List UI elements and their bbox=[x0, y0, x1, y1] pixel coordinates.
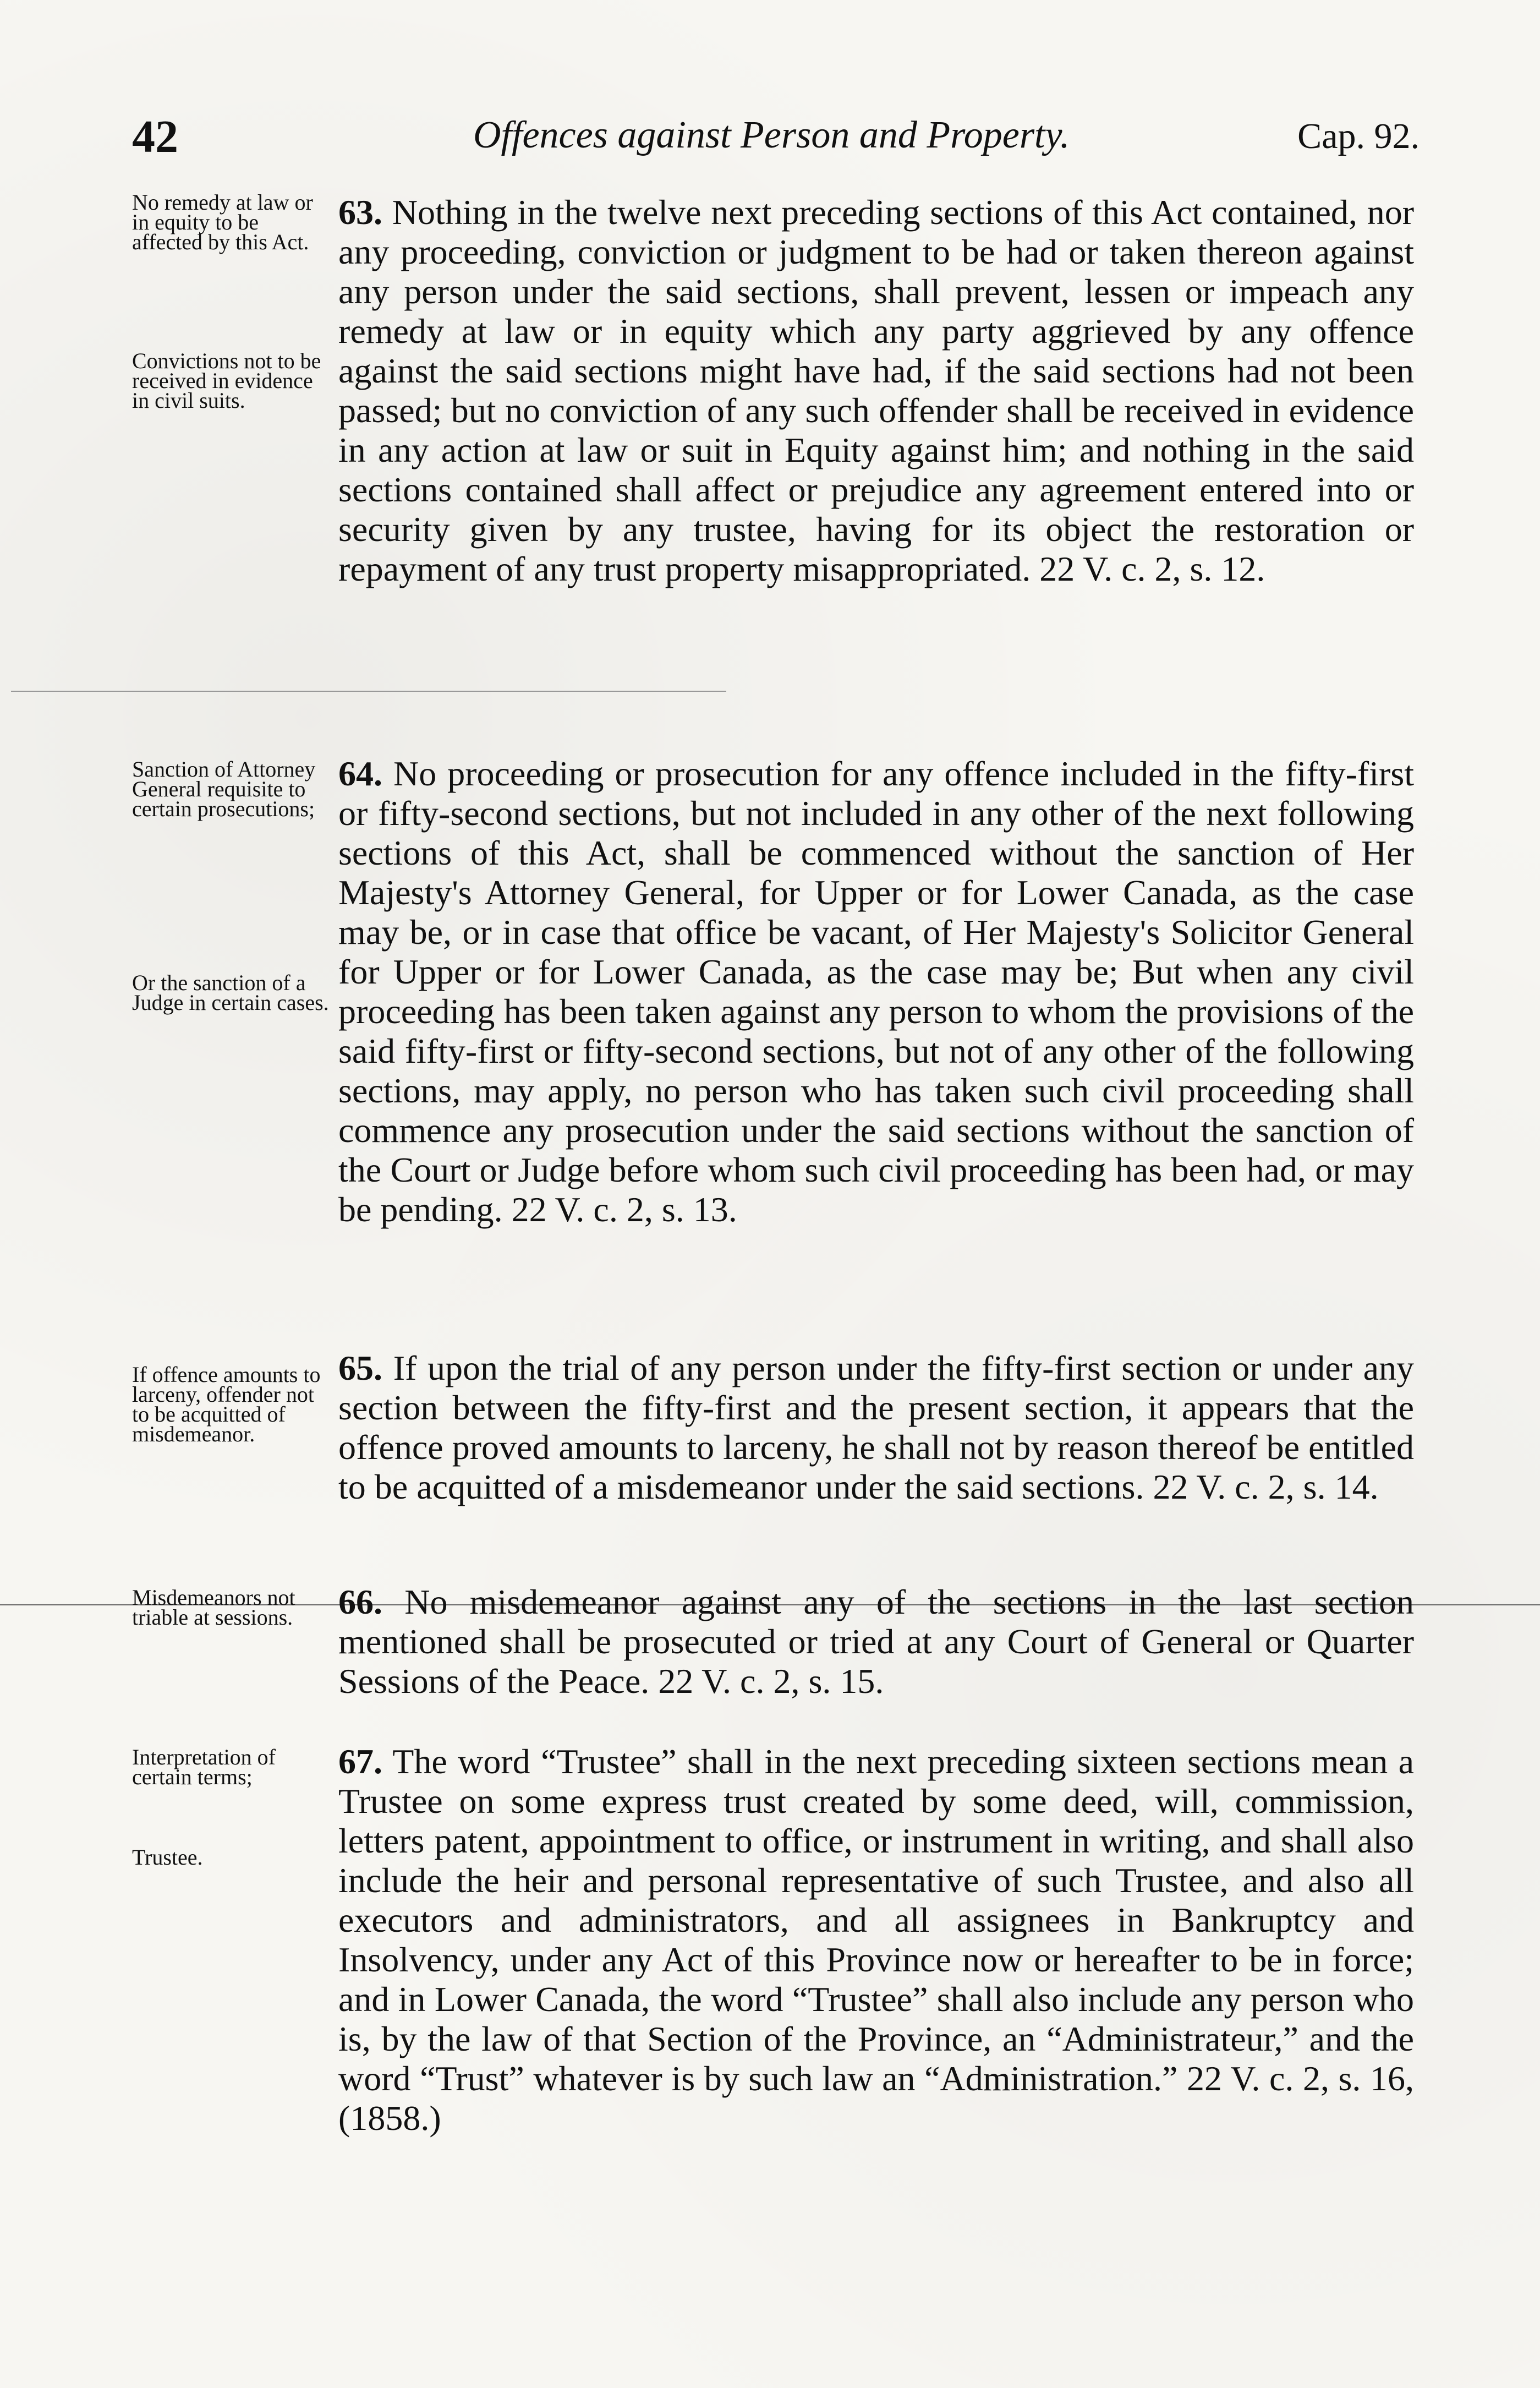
section-number: 67. bbox=[338, 1742, 382, 1781]
page-header bbox=[132, 110, 1420, 171]
section-body bbox=[338, 1582, 1414, 1701]
section-body bbox=[338, 754, 1414, 1229]
section-number: 65. bbox=[338, 1348, 382, 1387]
section-text: The word “Trustee” shall in the next preceding sixteen sections mean a Trustee on some express trust created by some deed, will, commission, letters patent, appointment to office, or instrument in writing, and shall also include the heir and personal representative of such Trustee, and also all executors and administrators, and all assignees in Bankruptcy and Insolvency, under any Act of this Province now or hereafter to be in force; and in Lower Canada, the word “Trustee” shall also include any person who is, by the law of that Section of the Province, an “Administrateur,” and the word “Trust” whatever is by such law an “Administration.” 22 V. c. 2, s. 16, (1858.) bbox=[338, 1742, 1415, 2138]
section-number: 63. bbox=[338, 193, 382, 232]
section-text: Nothing in the twelve next preceding sections of this Act contained, nor any proceeding, conviction or judgment to be had or taken thereon against any person under the said sections, shall prevent, lessen or impeach any remedy at law or in equity which any party aggrieved by any offence against the said sections might have had, if the said sections had not been passed; but no conviction of any such offender shall be received in evidence in any action at law or suit in Equity against him; and nothing in the said sections contained shall affect or prejudice any agreement entered into or security given by any trustee, having for its object the restoration or repayment of any trust property misappropriated. 22 V. c. 2, s. 12. bbox=[338, 193, 1415, 588]
section-text: No misdemeanor against any of the sections in the last section mentioned shall be prosecuted or tried at any Court of General or Quarter Sessions of the Peace. 22 V. c. 2, s. 15. bbox=[338, 1582, 1415, 1701]
section-number: 66. bbox=[338, 1582, 382, 1621]
margin-note-text: Trustee. bbox=[132, 1845, 203, 1870]
divider-rule bbox=[11, 691, 726, 692]
margin-note-text: Misdemeanors not triable at sessions. bbox=[132, 1585, 295, 1630]
section-body bbox=[338, 193, 1414, 589]
section-text: If upon the trial of any person under the fifty-first section or under any section between the fifty-first and the present section, it appears that the offence proved amounts to larceny, he shall not by reason thereof be entitled to be acquitted of a misdemeanor under the said sections. 22 V. c. 2, s. 14. bbox=[338, 1348, 1415, 1506]
section-text: No proceeding or prosecution for any offence included in the fifty-first or fifty-second sections, but not included in any other of the next following sections of this Act, shall be commenced without the sanction of Her Majesty's Attorney General, for Upper or for Lower Canada, as the case may be, or in case that office be vacant, of Her Majesty's Solicitor General for Upper or for Lower Canada, as the case may be; But when any civil proceeding has been taken against any person to whom the provisions of the said fifty-first or fifty-second sections, but not of any other of the following sections, may apply, no person who has taken such civil proceeding shall commence any prosecution under the said sections without the sanction of the Court or Judge before whom such civil proceeding has been had, or may be pending. 22 V. c. 2, s. 13. bbox=[338, 754, 1415, 1229]
margin-note-text: No remedy at law or in equity to be affected by this Act. bbox=[132, 190, 313, 254]
margin-note bbox=[132, 1362, 330, 1446]
margin-note-text: Sanction of Attorney General requisite to certain prosecutions; bbox=[132, 757, 316, 821]
running-title: Offences against Person and Property. bbox=[473, 114, 1070, 156]
margin-note-text: Interpretation of certain terms; bbox=[132, 1745, 276, 1789]
margin-note-text: Or the sanction of a Judge in certain cases. bbox=[132, 970, 329, 1015]
margin-note-text: If offence amounts to larceny, offender not to be acquitted of misdemeanor. bbox=[132, 1362, 321, 1446]
margin-note-text: Convictions not to be received in evidence in civil suits. bbox=[132, 348, 321, 413]
page-number: 42 bbox=[132, 111, 178, 162]
section-number: 64. bbox=[338, 754, 382, 793]
chapter-label: Cap. 92. bbox=[1297, 116, 1420, 156]
section-body bbox=[338, 1348, 1414, 1507]
margin-note bbox=[132, 1745, 330, 1870]
margin-note bbox=[132, 1585, 330, 1630]
section-body bbox=[338, 1742, 1414, 2138]
margin-note bbox=[132, 190, 330, 413]
margin-note bbox=[132, 759, 330, 1013]
